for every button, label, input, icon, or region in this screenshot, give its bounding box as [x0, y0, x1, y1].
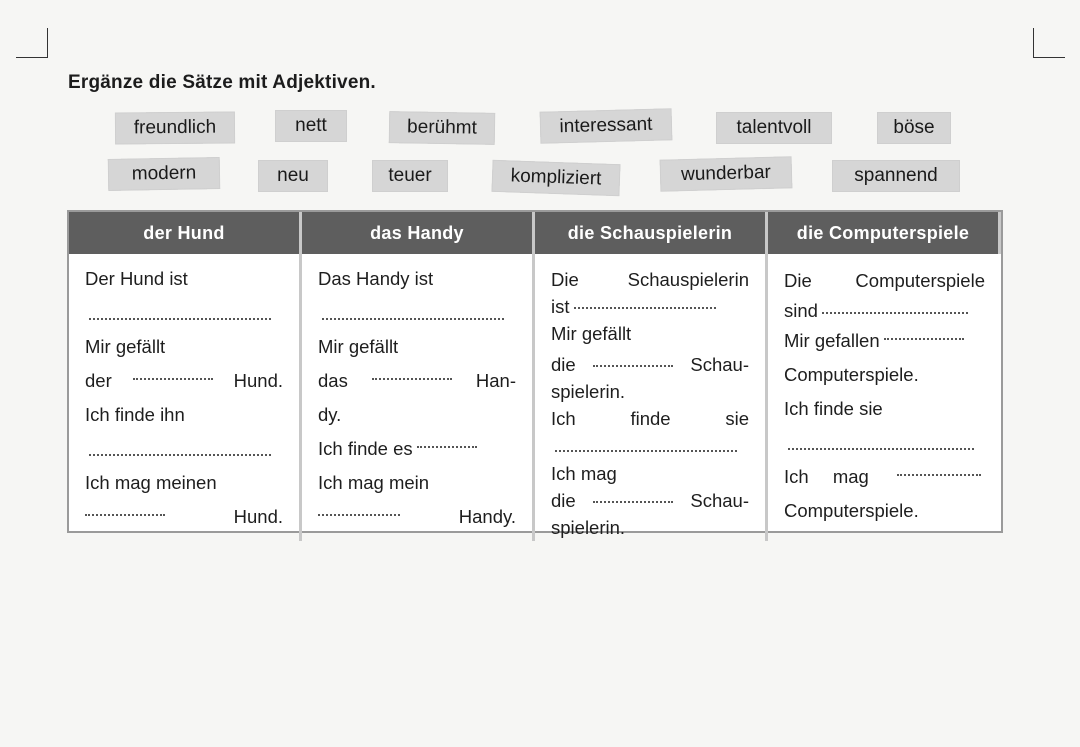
fill-blank[interactable]: [318, 296, 516, 330]
word-card: interessant: [540, 108, 673, 143]
sentence-text: sind: [784, 300, 818, 321]
text-line: [85, 364, 283, 398]
word-card: spannend: [832, 160, 960, 192]
sentence-text: die: [551, 354, 576, 375]
fill-blank[interactable]: [85, 296, 283, 330]
text-line: [318, 432, 516, 466]
table-cell-handy: [302, 254, 535, 541]
word-card: nett: [275, 110, 347, 142]
word-card: freundlich: [115, 111, 235, 144]
exercise-title: Ergänze die Sätze mit Adjektiven.: [68, 72, 376, 93]
sentence-text: Die: [784, 270, 812, 291]
sentence-text: Hund.: [233, 370, 283, 391]
text-line: [85, 398, 283, 432]
fill-blank[interactable]: [318, 500, 400, 516]
sentence-text: finde: [630, 408, 671, 429]
table-cell-computerspiele: [768, 254, 1001, 541]
sentence-text: Schau-: [690, 490, 749, 511]
sentence-text: sie: [725, 408, 749, 429]
sentence-text: Ich: [784, 466, 809, 487]
text-line: [85, 500, 283, 534]
table-cell-hund: [69, 254, 302, 541]
text-line: [318, 364, 516, 398]
text-line: [551, 460, 749, 487]
word-card: berühmt: [389, 111, 496, 145]
word-bank-row-2: [0, 156, 1080, 196]
fill-blank[interactable]: [574, 293, 716, 309]
sentence-text: spielerin.: [551, 517, 626, 538]
text-line: [784, 494, 985, 528]
sentence-text: Mir gefällt: [551, 323, 632, 344]
text-line: [551, 351, 749, 378]
text-line: [551, 293, 749, 320]
text-line: [318, 500, 516, 534]
column-header: der Hund: [69, 212, 302, 254]
sentence-text: Ich finde es: [318, 438, 413, 459]
sentence-text: Ich finde ihn: [85, 404, 185, 425]
sentence-text: Computerspiele: [855, 270, 985, 291]
sentence-text: Ich: [551, 408, 576, 429]
text-line: [784, 358, 985, 392]
text-line: [85, 466, 283, 500]
text-line: [551, 320, 749, 347]
fill-blank[interactable]: [897, 460, 981, 476]
word-card: neu: [258, 160, 328, 192]
text-line: [551, 514, 749, 541]
crop-mark-left-h: [16, 57, 48, 58]
text-line: [551, 487, 749, 514]
sentence-text: Ich mag mein: [318, 472, 430, 493]
text-line: [784, 324, 985, 358]
fill-blank[interactable]: [822, 298, 968, 314]
word-bank-row-1: [0, 110, 1080, 150]
sentence-text: dy.: [318, 404, 342, 425]
sentence-text: Mir gefällt: [318, 336, 399, 357]
sentence-text: Mir gefällt: [85, 336, 166, 357]
text-line: [551, 405, 749, 432]
sentence-text: Mir gefallen: [784, 330, 880, 351]
sentence-text: die: [551, 490, 576, 511]
sentence-text: Schauspielerin: [627, 269, 749, 290]
column-header: die Computerspiele: [768, 212, 1001, 254]
crop-mark-left-v: [47, 28, 48, 58]
sentence-text: das: [318, 370, 348, 391]
word-card: modern: [108, 157, 221, 191]
text-line: [551, 266, 749, 293]
text-line: [784, 460, 985, 494]
word-card: wunderbar: [660, 156, 793, 191]
column-header: das Handy: [302, 212, 535, 254]
sentence-text: Han-: [475, 370, 516, 391]
sentence-text: ist: [551, 296, 570, 317]
text-line: [318, 398, 516, 432]
text-line: [784, 298, 985, 324]
fill-blank[interactable]: [784, 426, 985, 460]
text-line: [85, 262, 283, 296]
text-line: [551, 378, 749, 405]
fill-blank[interactable]: [372, 364, 452, 380]
word-card: teuer: [372, 160, 448, 192]
text-line: [85, 330, 283, 364]
exercise-table: [67, 210, 1003, 538]
text-line: [318, 466, 516, 500]
text-line: [318, 330, 516, 364]
text-line: [784, 264, 985, 298]
text-line: [318, 262, 516, 296]
fill-blank[interactable]: [85, 500, 165, 516]
sentence-text: Die: [551, 269, 579, 290]
word-card: kompliziert: [491, 160, 620, 196]
fill-blank[interactable]: [593, 351, 673, 367]
sentence-text: Handy.: [458, 506, 516, 527]
sentence-text: spielerin.: [551, 381, 626, 402]
sentence-text: Das Handy ist: [318, 268, 434, 289]
sentence-text: Hund.: [233, 506, 283, 527]
crop-mark-right-h: [1033, 57, 1065, 58]
fill-blank[interactable]: [417, 432, 477, 448]
sentence-text: Computerspiele.: [784, 500, 919, 521]
fill-blank[interactable]: [593, 487, 673, 503]
fill-blank[interactable]: [551, 432, 749, 460]
column-header: die Schauspielerin: [535, 212, 768, 254]
sentence-text: Der Hund ist: [85, 268, 188, 289]
sentence-text: Computerspiele.: [784, 364, 919, 385]
fill-blank[interactable]: [85, 432, 283, 466]
sentence-text: Schau-: [690, 354, 749, 375]
crop-mark-right-v: [1033, 28, 1034, 58]
sentence-text: der: [85, 370, 112, 391]
fill-blank[interactable]: [884, 324, 964, 340]
sentence-text: mag: [832, 466, 869, 487]
word-card: böse: [877, 112, 951, 144]
text-line: [784, 392, 985, 426]
fill-blank[interactable]: [133, 364, 213, 380]
table-cell-schauspielerin: [535, 254, 768, 541]
sentence-text: Ich mag: [551, 463, 617, 484]
sentence-text: Ich finde sie: [784, 398, 883, 419]
word-card: talentvoll: [716, 112, 832, 144]
sentence-text: Ich mag meinen: [85, 472, 217, 493]
